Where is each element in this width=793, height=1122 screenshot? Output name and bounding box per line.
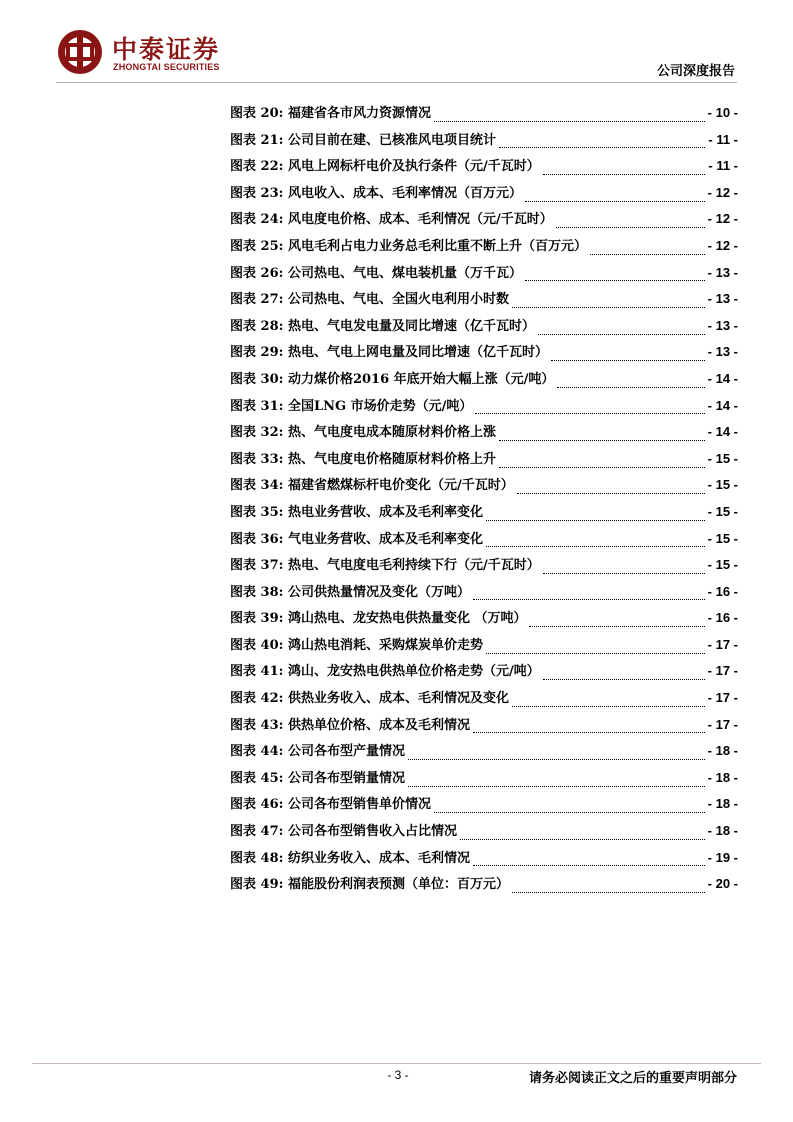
toc-entry-page: - 16 - bbox=[707, 610, 738, 626]
toc-entry-label: 图表 33: bbox=[230, 451, 284, 467]
toc-entry-page: - 17 - bbox=[707, 636, 738, 652]
toc-entry-title: 风电收入、成本、毛利率情况（百万元） bbox=[287, 185, 522, 201]
disclaimer-text: 请务必阅读正文之后的重要声明部分 bbox=[528, 1071, 737, 1086]
toc-entry-page: - 11 - bbox=[708, 158, 738, 174]
toc-entry-label: 图表 32: bbox=[230, 425, 284, 441]
toc-entry-label: 图表 37: bbox=[230, 558, 284, 574]
toc-entry-label: 图表 49: bbox=[230, 877, 284, 893]
toc-entry[interactable] bbox=[230, 103, 738, 130]
toc-dot-leader bbox=[486, 653, 705, 654]
toc-dot-leader bbox=[486, 520, 705, 521]
toc-entry[interactable] bbox=[230, 156, 738, 183]
toc-entry-label: 图表 43: bbox=[230, 717, 284, 733]
logo-chinese-name: 中泰证券 bbox=[112, 35, 221, 64]
toc-entry[interactable] bbox=[230, 635, 738, 662]
report-type-label: 公司深度报告 bbox=[656, 64, 735, 79]
toc-entry-page: - 18 - bbox=[707, 796, 738, 812]
toc-entry-page: - 14 - bbox=[707, 397, 738, 413]
toc-entry-title: 热电、气电度电毛利持续下行（元/千瓦时） bbox=[287, 558, 540, 574]
toc-entry[interactable] bbox=[230, 768, 738, 795]
toc-entry-title: 纺织业务收入、成本、毛利情况 bbox=[287, 850, 470, 866]
toc-entry-title: 公司目前在建、已核准风电项目统计 bbox=[287, 132, 496, 148]
toc-dot-leader bbox=[434, 812, 705, 813]
toc-entry[interactable] bbox=[230, 874, 738, 901]
toc-entry[interactable] bbox=[230, 209, 738, 236]
toc-dot-leader bbox=[512, 307, 705, 308]
toc-entry-label: 图表 41: bbox=[230, 664, 284, 680]
toc-entry[interactable] bbox=[230, 529, 738, 556]
toc-entry-label: 图表 39: bbox=[230, 611, 284, 627]
toc-entry-title: 公司热电、气电、煤电装机量（万千瓦） bbox=[287, 265, 522, 281]
toc-entry-page: - 13 - bbox=[707, 291, 738, 307]
toc-entry-title: 公司各布型产量情况 bbox=[287, 744, 405, 760]
toc-entry[interactable] bbox=[230, 183, 738, 210]
toc-entry-title: 公司各布型销量情况 bbox=[287, 770, 405, 786]
toc-entry-title: 鸿山、龙安热电供热单位价格走势（元/吨） bbox=[287, 664, 540, 680]
toc-entry-title: 风电度电价格、成本、毛利情况（元/千瓦时） bbox=[287, 212, 553, 228]
company-logo bbox=[56, 28, 256, 80]
toc-dot-leader bbox=[475, 413, 704, 414]
toc-entry-title: 公司供热量情况及变化（万吨） bbox=[287, 584, 470, 600]
toc-entry-page: - 12 - bbox=[707, 211, 738, 227]
toc-dot-leader bbox=[512, 706, 705, 707]
toc-entry[interactable] bbox=[230, 475, 738, 502]
toc-entry-title: 热电业务营收、成本及毛利率变化 bbox=[287, 504, 483, 520]
toc-entry-title: 动力煤价格2016 年底开始大幅上涨（元/吨） bbox=[287, 371, 555, 387]
zhongtai-logo-icon bbox=[56, 28, 104, 76]
toc-entry[interactable] bbox=[230, 396, 738, 423]
page-number: - 3 - bbox=[387, 1068, 409, 1082]
toc-entry-title: 鸿山热电、龙安热电供热量变化 （万吨） bbox=[287, 611, 527, 627]
toc-entry-title: 热电、气电发电量及同比增速（亿千瓦时） bbox=[287, 318, 535, 334]
toc-entry[interactable] bbox=[230, 449, 738, 476]
figure-table-of-contents bbox=[230, 103, 738, 901]
toc-entry[interactable] bbox=[230, 263, 738, 290]
toc-entry[interactable] bbox=[230, 794, 738, 821]
toc-entry-title: 供热单位价格、成本及毛利情况 bbox=[287, 717, 470, 733]
toc-entry[interactable] bbox=[230, 422, 738, 449]
toc-entry-page: - 15 - bbox=[707, 557, 738, 573]
toc-entry-label: 图表 40: bbox=[230, 637, 284, 653]
toc-entry-page: - 13 - bbox=[707, 317, 738, 333]
toc-entry[interactable] bbox=[230, 741, 738, 768]
toc-entry-title: 热、气电度电成本随原材料价格上涨 bbox=[287, 425, 496, 441]
toc-entry-label: 图表 44: bbox=[230, 744, 284, 760]
toc-entry-page: - 15 - bbox=[707, 450, 738, 466]
toc-entry-title: 热电、气电上网电量及同比增速（亿千瓦时） bbox=[287, 345, 548, 361]
toc-entry[interactable] bbox=[230, 130, 738, 157]
toc-dot-leader bbox=[590, 254, 705, 255]
toc-dot-leader bbox=[551, 360, 705, 361]
toc-entry-page: - 14 - bbox=[707, 370, 738, 386]
logo-english-name: ZHONGTAI SECURITIES bbox=[113, 62, 220, 72]
toc-dot-leader bbox=[557, 387, 704, 388]
toc-entry-title: 福建省各市风力资源情况 bbox=[287, 106, 431, 121]
toc-entry-page: - 14 - bbox=[707, 424, 738, 440]
toc-dot-leader bbox=[517, 493, 705, 494]
toc-dot-leader bbox=[499, 147, 705, 148]
toc-dot-leader bbox=[408, 786, 705, 787]
toc-entry-title: 福能股份利润表预测（单位：百万元） bbox=[287, 877, 509, 893]
toc-dot-leader bbox=[408, 759, 705, 760]
toc-entry-label: 图表 38: bbox=[230, 584, 284, 600]
toc-dot-leader bbox=[543, 679, 705, 680]
toc-entry[interactable] bbox=[230, 608, 738, 635]
toc-dot-leader bbox=[499, 467, 705, 468]
toc-entry-page: - 11 - bbox=[708, 131, 738, 147]
page-header bbox=[0, 0, 793, 90]
toc-dot-leader bbox=[473, 732, 705, 733]
toc-dot-leader bbox=[434, 121, 705, 122]
toc-entry-label: 图表 45: bbox=[230, 770, 284, 786]
toc-entry-page: - 15 - bbox=[707, 530, 738, 546]
toc-entry[interactable] bbox=[230, 715, 738, 742]
toc-entry-label: 图表 36: bbox=[230, 531, 284, 547]
toc-entry-title: 公司各布型销售单价情况 bbox=[287, 797, 431, 813]
toc-entry-title: 供热业务收入、成本、毛利情况及变化 bbox=[287, 691, 509, 707]
toc-entry-page: - 13 - bbox=[707, 264, 738, 280]
toc-dot-leader bbox=[473, 865, 705, 866]
toc-dot-leader bbox=[543, 174, 706, 175]
toc-entry-page: - 18 - bbox=[707, 823, 738, 839]
toc-dot-leader bbox=[460, 839, 705, 840]
toc-entry-title: 风电毛利占电力业务总毛利比重不断上升（百万元） bbox=[287, 238, 587, 254]
toc-entry[interactable] bbox=[230, 555, 738, 582]
toc-dot-leader bbox=[529, 626, 704, 627]
toc-entry[interactable] bbox=[230, 848, 738, 875]
toc-dot-leader bbox=[538, 334, 705, 335]
toc-entry-label: 图表 26: bbox=[230, 265, 284, 281]
toc-entry-page: - 20 - bbox=[707, 876, 738, 892]
toc-entry-label: 图表 30: bbox=[230, 371, 284, 387]
toc-entry-page: - 13 - bbox=[707, 344, 738, 360]
toc-entry-label: 图表 24: bbox=[230, 212, 284, 228]
toc-dot-leader bbox=[512, 892, 705, 893]
toc-entry-title: 福建省燃煤标杆电价变化（元/千瓦时） bbox=[287, 478, 514, 494]
header-divider bbox=[56, 82, 737, 83]
toc-entry-title: 公司各布型销售收入占比情况 bbox=[287, 824, 457, 840]
toc-entry-label: 图表 48: bbox=[230, 850, 284, 866]
toc-entry-label: 图表 23: bbox=[230, 185, 284, 201]
toc-entry[interactable] bbox=[230, 502, 738, 529]
footer-divider bbox=[32, 1063, 761, 1064]
toc-entry-label: 图表 34: bbox=[230, 478, 284, 494]
toc-entry-page: - 17 - bbox=[707, 663, 738, 679]
toc-entry[interactable] bbox=[230, 661, 738, 688]
toc-entry[interactable] bbox=[230, 316, 738, 343]
toc-entry-title: 鸿山热电消耗、采购煤炭单价走势 bbox=[287, 637, 483, 653]
toc-entry[interactable] bbox=[230, 582, 738, 609]
toc-entry-page: - 17 - bbox=[707, 690, 738, 706]
toc-entry[interactable] bbox=[230, 342, 738, 369]
toc-entry-page: - 17 - bbox=[707, 716, 738, 732]
toc-entry-label: 图表 28: bbox=[230, 318, 284, 334]
toc-entry-label: 图表 42: bbox=[230, 691, 284, 707]
toc-dot-leader bbox=[486, 546, 705, 547]
toc-entry-title: 热、气电度电价格随原材料价格上升 bbox=[287, 451, 496, 467]
toc-entry[interactable] bbox=[230, 289, 738, 316]
toc-entry-page: - 16 - bbox=[707, 583, 738, 599]
toc-dot-leader bbox=[525, 201, 705, 202]
toc-entry-label: 图表 27: bbox=[230, 292, 284, 308]
toc-entry-title: 风电上网标杆电价及执行条件（元/千瓦时） bbox=[287, 159, 540, 175]
toc-dot-leader bbox=[499, 440, 705, 441]
toc-dot-leader bbox=[543, 573, 705, 574]
toc-dot-leader bbox=[473, 599, 705, 600]
toc-entry-page: - 19 - bbox=[707, 849, 738, 865]
toc-entry-page: - 18 - bbox=[707, 769, 738, 785]
toc-entry-label: 图表 47: bbox=[230, 824, 284, 840]
toc-entry-title: 气电业务营收、成本及毛利率变化 bbox=[287, 531, 483, 547]
toc-entry-page: - 15 - bbox=[707, 503, 738, 519]
toc-entry-page: - 12 - bbox=[707, 237, 738, 253]
toc-entry[interactable] bbox=[230, 821, 738, 848]
toc-entry-page: - 10 - bbox=[707, 105, 738, 120]
toc-entry-label: 图表 31: bbox=[230, 398, 284, 414]
toc-entry-page: - 15 - bbox=[707, 477, 738, 493]
toc-entry-title: 公司热电、气电、全国火电利用小时数 bbox=[287, 292, 509, 308]
toc-entry-label: 图表 46: bbox=[230, 797, 284, 813]
toc-entry[interactable] bbox=[230, 688, 738, 715]
toc-entry-title: 全国LNG 市场价走势（元/吨） bbox=[287, 398, 473, 414]
toc-entry-label: 图表 21: bbox=[230, 132, 284, 148]
toc-entry-page: - 18 - bbox=[707, 743, 738, 759]
toc-entry-label: 图表 25: bbox=[230, 238, 284, 254]
toc-entry[interactable] bbox=[230, 236, 738, 263]
toc-entry[interactable] bbox=[230, 369, 738, 396]
toc-entry-label: 图表 22: bbox=[230, 159, 284, 175]
toc-entry-label: 图表 29: bbox=[230, 345, 284, 361]
toc-dot-leader bbox=[525, 280, 705, 281]
toc-entry-label: 图表 35: bbox=[230, 504, 284, 520]
toc-entry-label: 图表 20: bbox=[230, 106, 284, 121]
toc-entry-page: - 12 - bbox=[707, 184, 738, 200]
toc-dot-leader bbox=[556, 227, 705, 228]
